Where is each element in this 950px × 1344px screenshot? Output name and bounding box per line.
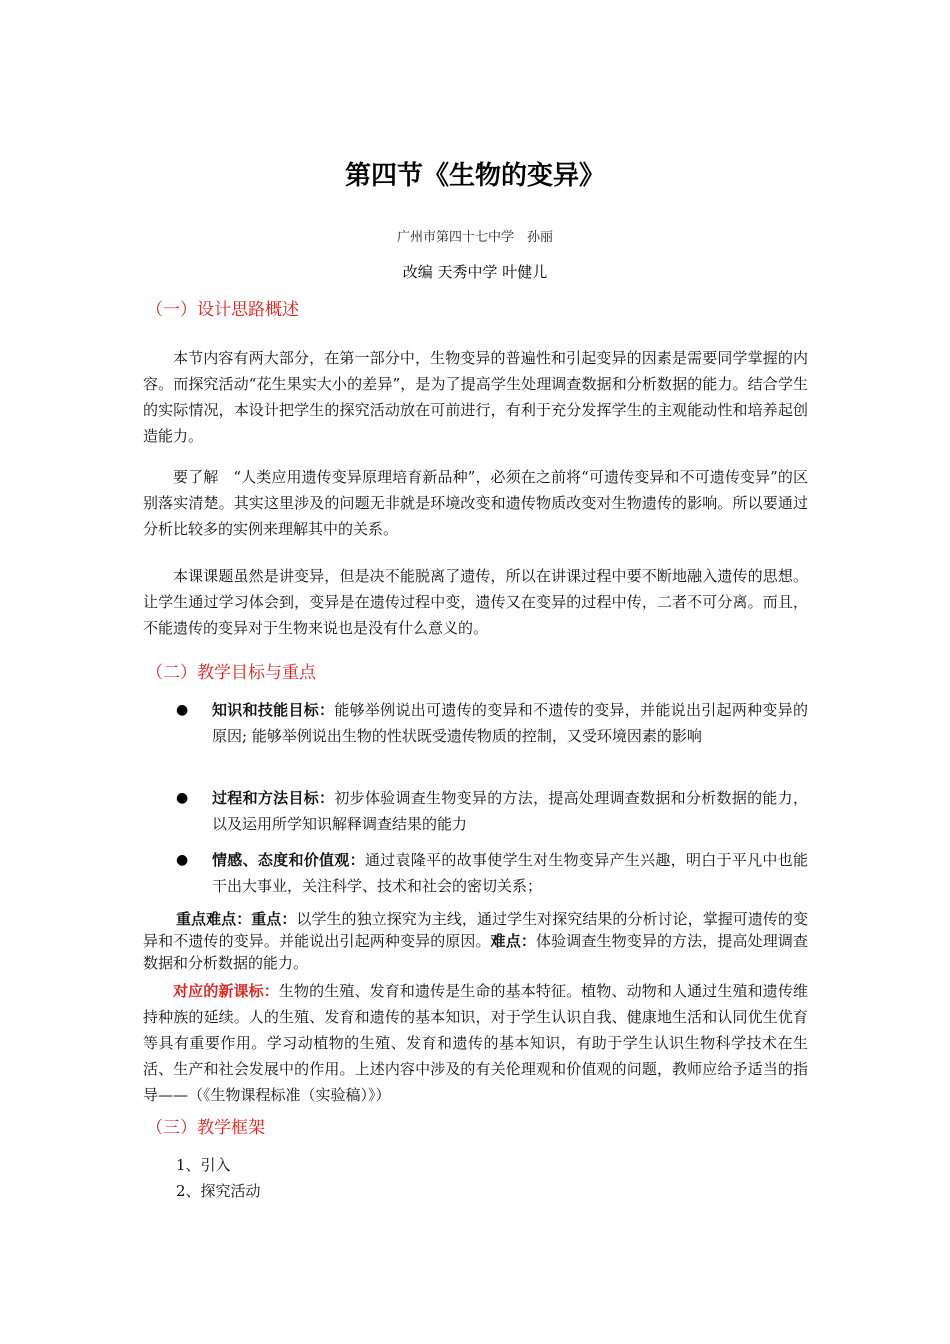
section-heading-framework: （三）教学框架 bbox=[146, 1118, 265, 1138]
goal-body: 初步体验调查生物变异的方法，提高处理调查数据和分析数据的能力，以及运用所学知识解释调查结果的能力 bbox=[212, 789, 808, 833]
goal-text bbox=[212, 697, 808, 749]
difficulty-label: 难点： bbox=[490, 932, 537, 950]
goal-text bbox=[212, 785, 808, 837]
adapter-line: 改编 天秀中学 叶健儿 bbox=[402, 263, 548, 281]
focus-label: 重点： bbox=[251, 910, 297, 928]
goal-label: 情感、态度和价值观： bbox=[212, 851, 365, 869]
bullet-icon: ● bbox=[176, 790, 189, 806]
focus-text: 以学生的独立探究为主线，通过学生对探究结果的分析讨论，掌握可遗传的变异和不遗传的变异。并能说出引起两种变异的原因。 bbox=[143, 910, 808, 950]
design-paragraph-1: 本节内容有两大部分，在第一部分中，生物变异的普遍性和引起变异的因素是需要同学掌握的内容。而探究活动“花生果实大小的差异”，是为了提高学生处理调查数据和分析数据的能力。结合学生的实际情况，本设计把学生的探究活动放在可前进行，有利于充分发挥学生的主观能动性和培养起创造能力。 bbox=[143, 349, 808, 445]
goal-body: 通过袁隆平的故事使学生对生物变异产生兴趣，明白于平凡中也能干出大事业，关注科学、技术和社会的密切关系； bbox=[212, 851, 808, 895]
design-paragraph-3: 本课课题虽然是讲变异，但是决不能脱离了遗传，所以在讲课过程中要不断地融入遗传的思想。让学生通过学习体会到，变异是在遗传过程中变，遗传又在变异的过程中传，二者不可分离。而且，不能遗传的变异对于生物来说也是没有什么意义的。 bbox=[143, 567, 808, 637]
goal-label: 知识和技能目标： bbox=[212, 701, 335, 719]
section-heading-goals: （二）教学目标与重点 bbox=[146, 663, 316, 683]
key-points-paragraph bbox=[143, 908, 808, 974]
bullet-icon: ● bbox=[176, 702, 189, 718]
section-heading-design: （一）设计思路概述 bbox=[146, 300, 299, 320]
framework-item-intro: 1、引入 bbox=[176, 1156, 231, 1174]
framework-item-inquiry: 2、探究活动 bbox=[176, 1182, 261, 1200]
goal-label: 过程和方法目标： bbox=[212, 789, 335, 807]
standard-label: 对应的新课标： bbox=[173, 982, 279, 1000]
difficulty-text: 体验调查生物变异的方法，提高处理调查数据和分析数据的能力。 bbox=[143, 932, 808, 972]
design-paragraph-2: 要了解 “人类应用遗传变异原理培育新品种”，必须在之前将“可遗传变异和不可遗传变异”的区别落实清楚。其实这里涉及的问题无非就是环境改变和遗传物质改变对生物遗传的影响。所以要通过分析比较多的实例来理解其中的关系。 bbox=[143, 468, 808, 538]
curriculum-standard-paragraph bbox=[143, 978, 808, 1108]
goal-body: 能够举例说出可遗传的变异和不遗传的变异，并能说出引起两种变异的原因; 能够举例说出生物的性状既受遗传物质的控制，又受环境因素的影响 bbox=[212, 701, 808, 745]
standard-text: 生物的生殖、发育和遗传是生命的基本特征。植物、动物和人通过生殖和遗传维持种族的延续。人的生殖、发育和遗传的基本知识，对于学生认识自我、健康地生活和认同优生优育等具有重要作用。学习动植物的生殖、发育和遗传的基本知识，有助于学生认识生物科学技术在生活、生产和社会发展中的作用。上述内容中涉及的有关伦理观和价值观的问题，教师应给予适当的指导——（《生物课程标准（实验稿）》） bbox=[143, 982, 808, 1104]
goal-text bbox=[212, 847, 808, 899]
bullet-icon: ● bbox=[176, 852, 189, 868]
author-line: 广州市第四十七中学 孙丽 bbox=[396, 230, 553, 245]
document-title: 第四节《生物的变异》 bbox=[344, 161, 605, 191]
key-points-label: 重点难点： bbox=[176, 910, 252, 928]
